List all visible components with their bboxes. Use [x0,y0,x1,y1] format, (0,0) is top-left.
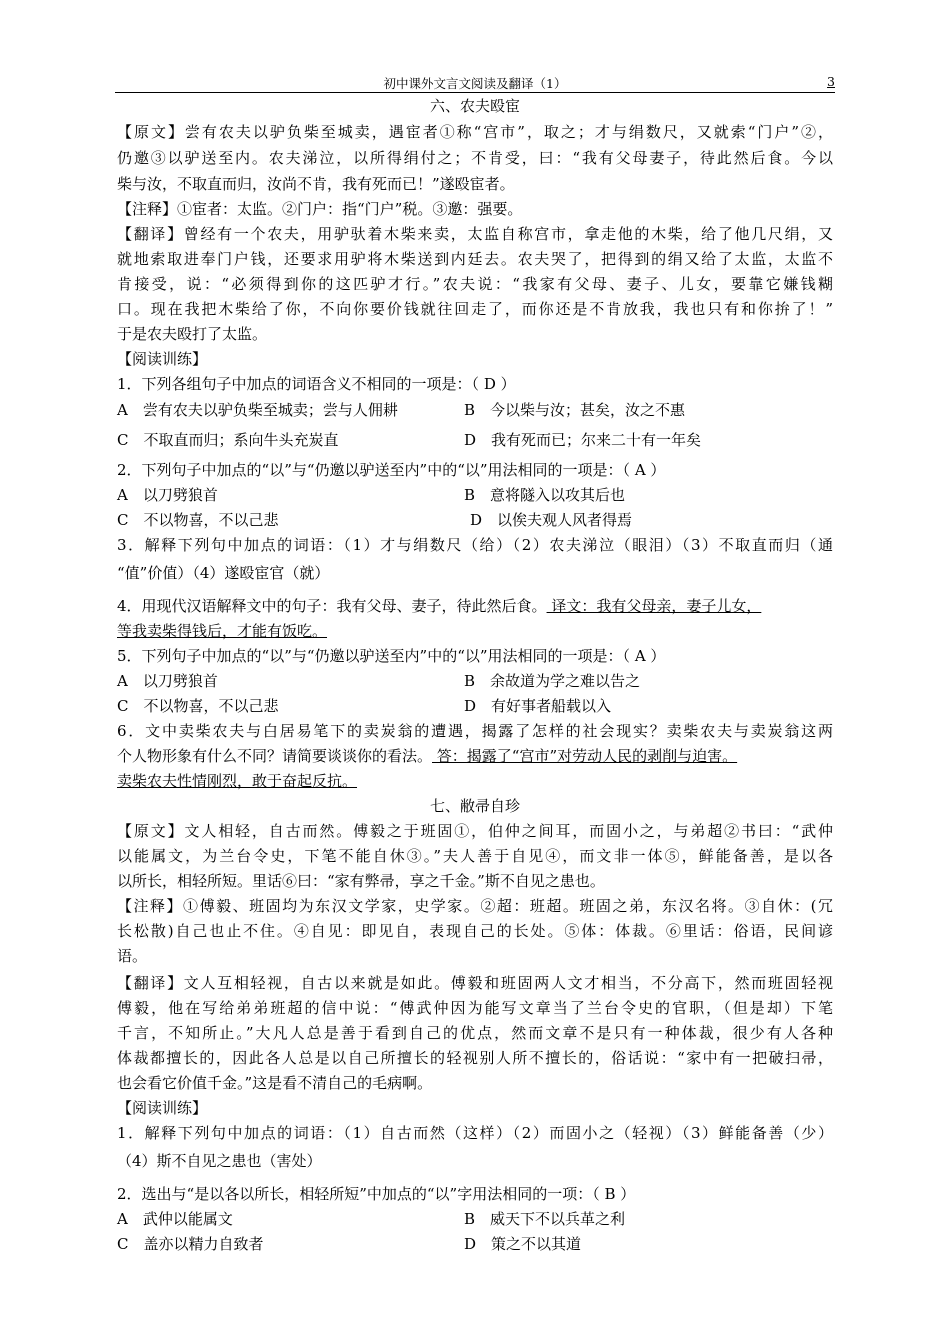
question: 1．解释下列句中加点的词语：（1）自古而然（这样）（2）而固小之（轻视）（3）鲜能备善（少） [117,1124,833,1142]
translation-line: 肯接受，说：“必须得到你的这匹驴才行。”农夫说：“我家有父母、妻子、儿女，要靠它嫌钱糊 [117,275,833,293]
answer-text: 等我卖柴得钱后，才能有饭吃。 [117,622,328,640]
translation-line: 千言，不知所止。”大凡人总是善于看到自己的优点，然而文章不是只有一种体裁，很少有人各种 [117,1024,833,1042]
answer-option: B 余故道为学之难以告之 [464,672,641,690]
answer-option: B 今以柴与汝；甚矣，汝之不惠 [464,401,686,419]
header-title: 初中课外文言文阅读及翻译（1） [383,76,567,91]
question: 2．下列句子中加点的“以”与“仍邀以驴送至内”中的“以”用法相同的一项是：（ A ） [117,461,666,479]
question [117,746,833,766]
translation-line: 于是农夫殴打了太监。 [117,325,268,343]
translation-line: 也会看它价值千金。”这是看不清自己的毛病啊。 [117,1074,433,1092]
translation-line: 就地索取进奉门户钱，还要求用驴将木柴送到内廷去。农夫哭了，把得到的绢又给了太监，太监不 [117,250,833,268]
translation-line: 【翻译】文人互相轻视，自古以来就是如此。傅毅和班固两人文才相当，不分高下，然而班固轻视 [117,974,833,992]
question: 1．下列各组句子中加点的词语含义不相同的一项是：（ D ） [117,375,516,393]
exercise-heading: 【阅读训练】 [117,1099,208,1117]
translation-line: 口。现在我把木柴给了你，不向你要价钱就往回走了，而你还是不肯放我，我也只有和你拚了！” [117,300,833,318]
original-text-line: 柴与汝，不取直而归，汝尚不肯，我有死而已！”遂殴宦者。 [117,175,515,193]
annotation-line: 语。 [117,947,148,965]
answer-option: C 不取直而归；系向牛头充炭直 [117,431,339,449]
section-title: 七、敝帚自珍 [429,797,520,815]
answer-text: 译文：我有父母亲，妻子儿女， [546,597,762,615]
answer-option: D 策之不以其道 [464,1235,582,1253]
answer-option: D 以俟夫观人风者得焉 [470,511,633,529]
exercise-heading: 【阅读训练】 [117,350,208,368]
answer-option: C 盖亦以精力自致者 [117,1235,264,1253]
translation-line: 傅毅，他在写给弟弟班超的信中说：“傅武仲因为能写文章当了兰台令史的官职，（但是却）下笔 [117,999,833,1017]
question: （4）斯不自见之患也（害处） [117,1152,322,1170]
question-text: 4．用现代汉语解释文中的句子：我有父母、妻子，待此然后食。 [117,597,547,615]
original-text-line: 【原文】尝有农夫以驴负柴至城卖，遇宦者①称“宫市”，取之；才与绢数尺，又就索“门户”②， [117,123,833,141]
answer-line [117,771,833,791]
original-text-line: 以能属文，为兰台令史，下笔不能自休③。”夫人善于自见④，而文非一体⑤，鲜能备善，是以各 [117,847,833,865]
answer-option: B 意将隧入以攻其后也 [464,486,626,504]
answer-option: A 以刀劈狼首 [117,672,218,690]
annotation-line: 【注释】①傅毅、班固均为东汉文学家，史学家。②超：班超。班固之弟，东汉名将。③自休：(冗 [117,897,833,915]
answer-text: 答：揭露了“宫市”对劳动人民的剥削与迫害。 [432,747,738,765]
annotation-line: 长松散)自己也止不住。④自见：即见自，表现自己的长处。⑤体：体裁。⑥里话：俗语，民间谚 [117,922,833,940]
question-text: 个人物形象有什么不同？请简要谈谈你的看法。 [117,747,433,765]
question [117,596,833,616]
original-text-line: 以所长，相轻所短。里话⑥曰：“家有弊帚，享之千金。”斯不自见之患也。 [117,872,605,890]
answer-option: A 武仲以能属文 [117,1210,233,1228]
answer-option: A 尝有农夫以驴负柴至城卖；尝与人佣耕 [117,401,398,419]
question: 3．解释下列句中加点的词语：（1）才与绢数尺（给）（2）农夫涕泣（眼泪）（3）不取直而归（通 [117,536,833,554]
answer-option: D 我有死而已；尔来二十有一年矣 [464,431,702,449]
answer-text: 卖柴农夫性情刚烈，敢于奋起反抗。 [117,772,358,790]
question: 6．文中卖柴农夫与白居易笔下的卖炭翁的遭遇，揭露了怎样的社会现实？卖柴农夫与卖炭翁这两 [117,722,833,740]
question: “值”价值）（4）遂殴宦官（就） [117,564,330,582]
answer-option: D 有好事者船载以入 [464,697,612,715]
translation-line: 【翻译】曾经有一个农夫，用驴驮着木柴来卖，太监自称宫市，拿走他的木柴，给了他几尺绢，又 [117,225,833,243]
annotation-line: 【注释】①宦者：太监。②门户：指“门户”税。③邀：强要。 [117,200,523,218]
page-number: 3 [827,74,835,89]
question: 5．下列句子中加点的“以”与“仍邀以驴送至内”中的“以”用法相同的一项是：（ A ） [117,647,666,665]
answer-option: C 不以物喜，不以己悲 [117,511,279,529]
question: 2．选出与“是以各以所长，相轻所短”中加点的“以”字用法相同的一项：（ B ） [117,1185,636,1203]
answer-option: B 威天下不以兵革之利 [464,1210,626,1228]
answer-option: A 以刀劈狼首 [117,486,218,504]
original-text-line: 仍邀③以驴送至内。农夫涕泣，以所得绢付之；不肯受，曰：“我有父母妻子，待此然后食。今以 [117,149,833,167]
answer-line [117,621,833,641]
answer-option: C 不以物喜，不以己悲 [117,697,279,715]
section-title: 六、农夫殴宦 [429,97,520,115]
original-text-line: 【原文】文人相轻，自古而然。傅毅之于班固①，伯仲之间耳，而固小之，与弟超②书曰：“武仲 [117,822,833,840]
page-header [115,74,835,93]
translation-line: 体裁都擅长的，因此各人总是以自己所擅长的轻视别人所不擅长的，俗话说：“家中有一把破扫帚， [117,1049,833,1067]
